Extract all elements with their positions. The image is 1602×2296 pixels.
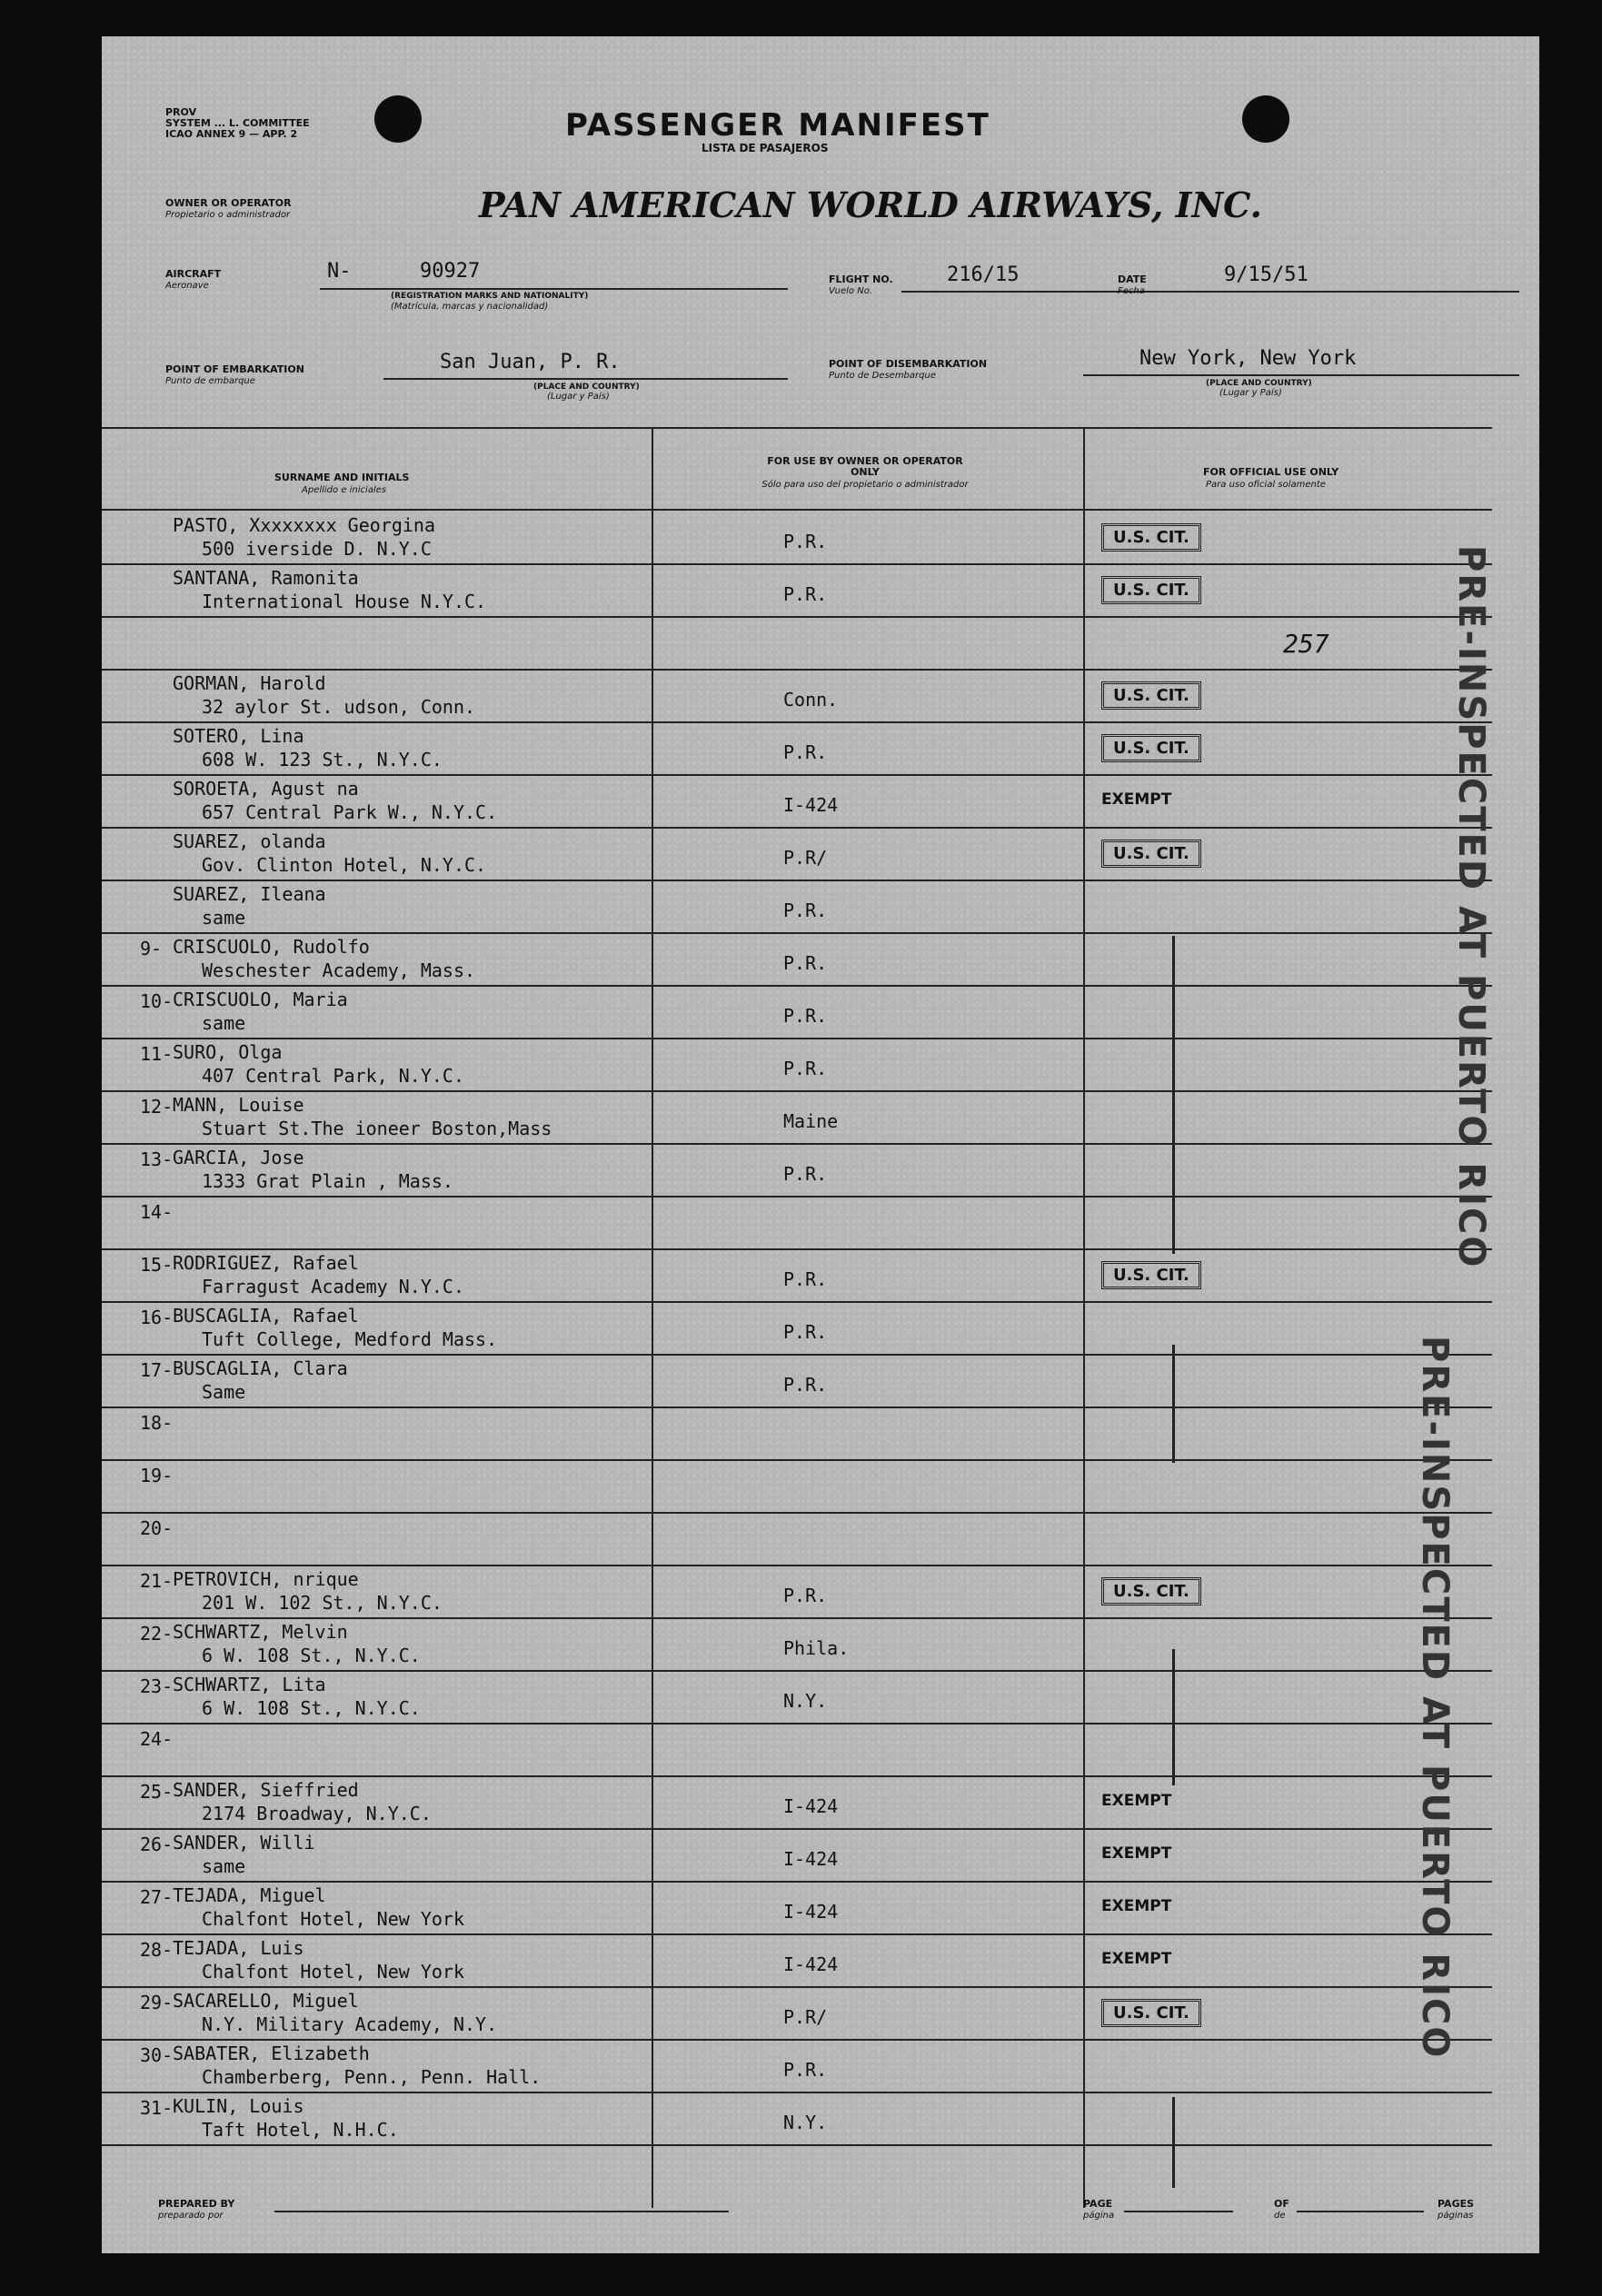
passenger-name: CRISCUOLO, Maria: [173, 989, 348, 1010]
operator-note: Conn.: [783, 689, 839, 711]
citizenship-stamp: [1101, 523, 1201, 552]
row-number: 30-: [140, 2044, 174, 2066]
operator-note: P.R.: [783, 1321, 828, 1343]
owner-label: OWNER OR OPERATOR: [165, 197, 292, 209]
row-number: 21-: [140, 1570, 174, 1592]
row-number: 20-: [140, 1517, 174, 1539]
page-title: PASSENGER MANIFEST: [565, 107, 990, 144]
operator-note: P.R/: [783, 2006, 828, 2028]
table-row: [102, 1565, 1492, 1619]
passenger-name: PETROVICH, nrique: [173, 1568, 359, 1590]
table-row: [102, 880, 1492, 934]
manifest-page: [102, 36, 1539, 2253]
passenger-address: Taft Hotel, N.H.C.: [202, 2119, 399, 2141]
operator-name: PAN AMERICAN WORLD AIRWAYS, INC.: [479, 184, 1262, 225]
table-row: [102, 2039, 1492, 2093]
row-number: 19-: [140, 1465, 174, 1486]
check-mark: [1172, 2097, 1175, 2188]
official-mark-text: EXEMPT: [1101, 1844, 1172, 1863]
operator-note: P.R.: [783, 1585, 828, 1606]
row-number: 11-: [140, 1043, 174, 1065]
row-number: 10-: [140, 990, 174, 1012]
official-mark-text: EXEMPT: [1101, 1950, 1172, 1968]
of-label-es: de: [1274, 2211, 1286, 2221]
operator-note: N.Y.: [783, 1690, 828, 1712]
row-number: 23-: [140, 1675, 174, 1697]
official-mark-text: EXEMPT: [1101, 1792, 1172, 1810]
table-row: [102, 932, 1492, 987]
passenger-name: SABATER, Elizabeth: [173, 2043, 370, 2064]
flight-date: 9/15/51: [1224, 263, 1308, 286]
operator-note: P.R.: [783, 2059, 828, 2081]
row-number: 9-: [140, 938, 163, 959]
embarkation-hint-es: (Lugar y País): [547, 392, 610, 402]
official-mark-text: U.S. CIT.: [1101, 734, 1201, 762]
row-number: 25-: [140, 1781, 174, 1803]
punch-hole: [1242, 95, 1289, 143]
table-row: [102, 1512, 1492, 1566]
passenger-name: BUSCAGLIA, Rafael: [173, 1305, 359, 1327]
citizenship-stamp: [1101, 1999, 1201, 2027]
citizenship-stamp: [1101, 840, 1201, 868]
operator-note: P.R/: [783, 847, 828, 869]
table-row: [102, 1986, 1492, 2041]
row-number: 28-: [140, 1939, 174, 1961]
passenger-address: Chalfont Hotel, New York: [202, 1908, 464, 1930]
passenger-address: Weschester Academy, Mass.: [202, 959, 476, 981]
operator-note: P.R.: [783, 900, 828, 921]
passenger-address: Chamberberg, Penn., Penn. Hall.: [202, 2066, 542, 2088]
check-mark: [1172, 936, 1175, 1254]
passenger-name: KULIN, Louis: [173, 2095, 304, 2117]
official-mark-text: U.S. CIT.: [1101, 1577, 1201, 1605]
owner-label-es: Propietario o administrador: [165, 210, 291, 220]
citizenship-stamp: [1101, 681, 1201, 710]
passenger-name: PASTO, Xxxxxxxx Georgina: [173, 514, 435, 536]
check-mark: [1172, 1345, 1175, 1463]
table-row: [102, 1775, 1492, 1830]
aircraft-prefix: N-: [327, 260, 352, 283]
column-header-surname-es: Apellido e iniciales: [302, 485, 387, 495]
form-ref-line: PROV: [165, 106, 197, 118]
form-ref-line: ICAO ANNEX 9 — APP. 2: [165, 128, 298, 140]
table-row: [102, 1406, 1492, 1461]
passenger-name: MANN, Louise: [173, 1094, 304, 1116]
date-label: DATE: [1118, 273, 1147, 285]
passenger-name: SUAREZ, Ileana: [173, 883, 326, 905]
passenger-address: International House N.Y.C.: [202, 591, 487, 612]
passenger-name: TEJADA, Miguel: [173, 1884, 326, 1906]
operator-note: P.R.: [783, 583, 828, 605]
passenger-address: 407 Central Park, N.Y.C.: [202, 1065, 464, 1087]
passenger-name: SCHWARTZ, Lita: [173, 1674, 326, 1695]
passenger-name: GARCIA, Jose: [173, 1147, 304, 1168]
official-mark-text: U.S. CIT.: [1101, 1999, 1201, 2027]
table-row: [102, 827, 1492, 881]
operator-note: P.R.: [783, 531, 828, 552]
pages-label-es: páginas: [1438, 2211, 1474, 2221]
flight-label-es: Vuelo No.: [829, 286, 873, 296]
official-mark-text: U.S. CIT.: [1101, 576, 1201, 604]
passenger-name: RODRIGUEZ, Rafael: [173, 1252, 359, 1274]
aircraft-label: AIRCRAFT: [165, 268, 222, 280]
flight-label: FLIGHT NO.: [829, 273, 893, 285]
flight-number: 216/15: [947, 263, 1020, 286]
aircraft-hint: (REGISTRATION MARKS AND NATIONALITY): [391, 292, 589, 301]
table-row: [102, 1670, 1492, 1724]
official-mark-text: U.S. CIT.: [1101, 681, 1201, 710]
passenger-name: SOTERO, Lina: [173, 725, 304, 747]
table-row: [102, 774, 1492, 829]
column-header-owner-use-es: Sólo para uso del propietario o administrador: [761, 480, 969, 490]
passenger-name: SANDER, Sieffried: [173, 1779, 359, 1801]
passenger-address: Same: [202, 1381, 246, 1403]
passenger-address: Stuart St.The ioneer Boston,Mass: [202, 1118, 552, 1139]
passenger-name: SACARELLO, Miguel: [173, 1990, 359, 2012]
passenger-name: SCHWARTZ, Melvin: [173, 1621, 348, 1643]
row-number: 13-: [140, 1148, 174, 1170]
citizenship-stamp: [1101, 576, 1201, 604]
official-mark-text: U.S. CIT.: [1101, 523, 1201, 552]
check-mark: [1172, 1649, 1175, 1785]
operator-note: I-424: [783, 1848, 839, 1870]
passenger-table: [102, 427, 1492, 2208]
passenger-address: 6 W. 108 St., N.Y.C.: [202, 1645, 421, 1666]
operator-note: P.R.: [783, 741, 828, 763]
table-row: [102, 1828, 1492, 1883]
row-number: 16-: [140, 1307, 174, 1328]
row-number: 27-: [140, 1886, 174, 1908]
official-mark-text: EXEMPT: [1101, 1897, 1172, 1915]
page-label-es: página: [1083, 2211, 1115, 2221]
row-number: 17-: [140, 1359, 174, 1381]
passenger-address: Farragust Academy N.Y.C.: [202, 1276, 464, 1297]
table-row: [102, 1354, 1492, 1408]
disembarkation-hint-es: (Lugar y País): [1219, 388, 1282, 398]
table-row: [102, 563, 1492, 618]
passenger-address: Chalfont Hotel, New York: [202, 1961, 464, 1983]
passenger-address: same: [202, 1855, 246, 1877]
passenger-address: 657 Central Park W., N.Y.C.: [202, 801, 498, 823]
passenger-address: 1333 Grat Plain , Mass.: [202, 1170, 453, 1192]
passenger-name: GORMAN, Harold: [173, 672, 326, 694]
citizenship-stamp: [1101, 1261, 1201, 1289]
of-label: OF: [1274, 2198, 1289, 2210]
disembarkation-label-es: Punto de Desembarque: [829, 371, 936, 381]
table-row: [102, 985, 1492, 1039]
operator-note: P.R.: [783, 1005, 828, 1027]
operator-note: P.R.: [783, 1058, 828, 1079]
disembarkation-point: New York, New York: [1139, 347, 1357, 370]
table-row: [102, 511, 1492, 565]
exempt-stamp: [1101, 1946, 1171, 1968]
row-number: 26-: [140, 1834, 174, 1855]
table-row: [102, 1143, 1492, 1198]
table-row: [102, 2092, 1492, 2146]
prepared-by-label: PREPARED BY: [158, 2198, 235, 2210]
table-row: [102, 1090, 1492, 1145]
preinspection-stamp-lower: PRE-INSPECTED AT PUERTO RICO: [1414, 1336, 1456, 2060]
passenger-name: SANDER, Willi: [173, 1832, 315, 1854]
operator-note: P.R.: [783, 1163, 828, 1185]
preinspection-stamp-upper: PRE-INSPECTED AT PUERTO RICO: [1450, 545, 1492, 1269]
passenger-address: 500 iverside D. N.Y.C: [202, 538, 432, 560]
row-number: 29-: [140, 1992, 174, 2013]
official-mark-text: EXEMPT: [1101, 790, 1172, 809]
passenger-name: SOROETA, Agust na: [173, 778, 359, 800]
passenger-address: N.Y. Military Academy, N.Y.: [202, 2013, 498, 2035]
form-ref-line: SYSTEM ... L. COMMITTEE: [165, 117, 310, 129]
passenger-name: CRISCUOLO, Rudolfo: [173, 936, 370, 958]
passenger-address: 608 W. 123 St., N.Y.C.: [202, 749, 443, 770]
column-header-official: FOR OFFICIAL USE ONLY: [1203, 466, 1339, 478]
table-row: [102, 1933, 1492, 1988]
punch-hole: [374, 95, 422, 143]
table-row: [102, 1301, 1492, 1356]
table-row: [102, 1248, 1492, 1303]
passenger-name: SURO, Olga: [173, 1041, 283, 1063]
operator-note: I-424: [783, 1953, 839, 1975]
embarkation-label-es: Punto de embarque: [165, 376, 255, 386]
official-mark-text: 257: [1283, 629, 1329, 659]
embarkation-hint: (PLACE AND COUNTRY): [533, 383, 640, 392]
row-number: 24-: [140, 1728, 174, 1750]
operator-note: N.Y.: [783, 2112, 828, 2133]
embarkation-point: San Juan, P. R.: [440, 351, 621, 373]
official-note: [1283, 629, 1329, 659]
row-number: 15-: [140, 1254, 174, 1276]
exempt-stamp: [1101, 1788, 1171, 1810]
form-reference: [165, 107, 310, 140]
aircraft-label-es: Aeronave: [165, 281, 209, 291]
exempt-stamp: [1101, 1841, 1171, 1863]
aircraft-hint-es: (Matrícula, marcas y nacionalidad): [391, 302, 549, 312]
exempt-stamp: [1101, 1893, 1171, 1915]
row-number: 18-: [140, 1412, 174, 1434]
citizenship-stamp: [1101, 1577, 1201, 1605]
row-number: 31-: [140, 2097, 174, 2119]
table-row: [102, 1459, 1492, 1514]
column-header-surname: SURNAME AND INITIALS: [274, 472, 410, 483]
passenger-address: 201 W. 102 St., N.Y.C.: [202, 1592, 443, 1614]
passenger-name: TEJADA, Luis: [173, 1937, 304, 1959]
citizenship-stamp: [1101, 734, 1201, 762]
operator-note: Maine: [783, 1110, 839, 1132]
table-row: [102, 1617, 1492, 1672]
operator-note: Phila.: [783, 1637, 850, 1659]
page-subtitle: LISTA DE PASAJEROS: [701, 142, 829, 154]
operator-note: I-424: [783, 794, 839, 816]
row-number: 14-: [140, 1201, 174, 1223]
disembarkation-hint: (PLACE AND COUNTRY): [1206, 379, 1312, 388]
passenger-name: SUAREZ, olanda: [173, 830, 326, 852]
table-row: [102, 616, 1492, 671]
passenger-address: 2174 Broadway, N.Y.C.: [202, 1803, 432, 1824]
operator-note: I-424: [783, 1795, 839, 1817]
row-number: 12-: [140, 1096, 174, 1118]
pages-label: PAGES: [1438, 2198, 1475, 2210]
passenger-name: SANTANA, Ramonita: [173, 567, 359, 589]
passenger-address: 32 aylor St. udson, Conn.: [202, 696, 476, 718]
row-number: 22-: [140, 1623, 174, 1645]
passenger-address: Gov. Clinton Hotel, N.Y.C.: [202, 854, 487, 876]
prepared-by-label-es: preparado por: [158, 2211, 224, 2221]
operator-note: P.R.: [783, 1374, 828, 1396]
aircraft-registration: 90927: [420, 260, 481, 283]
table-row: [102, 1196, 1492, 1250]
table-row: [102, 1038, 1492, 1092]
column-header-owner-use: FOR USE BY OWNER OR OPERATOR ONLY: [767, 455, 963, 478]
table-row: [102, 1723, 1492, 1777]
official-mark-text: U.S. CIT.: [1101, 1261, 1201, 1289]
passenger-address: same: [202, 907, 246, 929]
official-mark-text: U.S. CIT.: [1101, 840, 1201, 868]
date-label-es: Fecha: [1118, 286, 1145, 296]
operator-note: I-424: [783, 1901, 839, 1923]
exempt-stamp: [1101, 787, 1171, 809]
page-label: PAGE: [1083, 2198, 1113, 2210]
table-row: [102, 669, 1492, 723]
embarkation-label: POINT OF EMBARKATION: [165, 363, 304, 375]
table-row: [102, 721, 1492, 776]
disembarkation-label: POINT OF DISEMBARKATION: [829, 358, 988, 370]
operator-note: P.R.: [783, 1268, 828, 1290]
operator-note: P.R.: [783, 952, 828, 974]
passenger-address: 6 W. 108 St., N.Y.C.: [202, 1697, 421, 1719]
table-row: [102, 1881, 1492, 1935]
passenger-name: BUSCAGLIA, Clara: [173, 1357, 348, 1379]
passenger-address: Tuft College, Medford Mass.: [202, 1328, 498, 1350]
column-header-official-es: Para uso oficial solamente: [1206, 480, 1326, 490]
passenger-address: same: [202, 1012, 246, 1034]
